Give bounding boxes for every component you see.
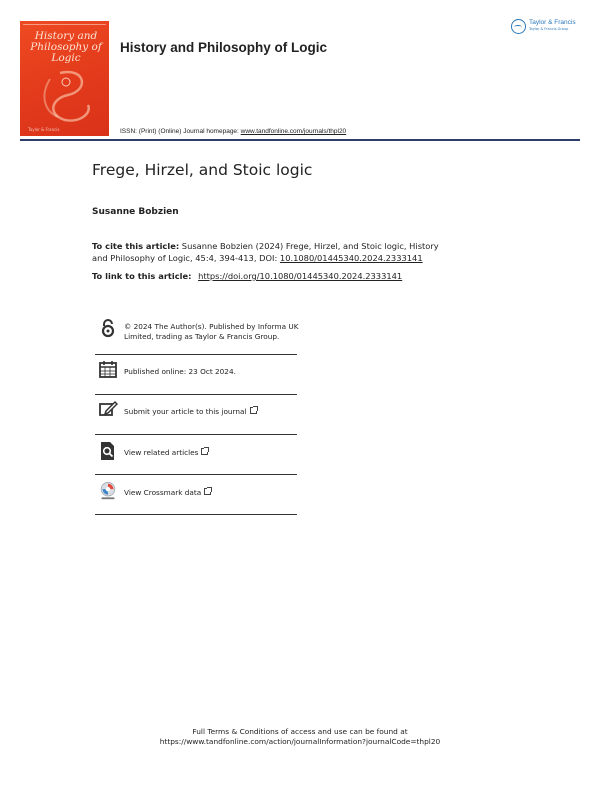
header-divider [20,139,580,141]
list-item-related[interactable] [95,435,297,475]
external-link-icon [250,407,257,414]
list-item-crossmark[interactable] [95,475,297,515]
list-item-open-access [95,315,297,355]
cite-label: To cite this article: [92,241,180,251]
citation-block [92,240,452,264]
footer [0,727,600,747]
cover-title-line: History and [34,30,98,42]
taylor-francis-logo[interactable] [511,18,581,38]
article-info-list [95,315,297,515]
article-doi-link[interactable]: https://doi.org/10.1080/01445340.2024.2333141 [198,271,403,281]
edit-icon [98,399,118,419]
taylor-francis-logo-icon [511,19,526,34]
article-title: Frege, Hirzel, and Stoic logic [92,161,313,179]
crossmark-link[interactable] [124,488,300,498]
cover-title [28,31,104,64]
related-articles-label: View related articles [124,448,199,457]
footer-terms-url[interactable]: https://www.tandfonline.com/action/journalInformation?journalCode=thpl20 [159,737,441,746]
submit-article-label: Submit your article to this journal [124,407,247,416]
issn-line [120,128,346,135]
link-label: To link to this article: [92,271,192,281]
crossmark-icon [98,481,118,501]
list-item-published [95,355,297,395]
article-author[interactable]: Susanne Bobzien [92,207,179,217]
logo-name: Taylor & Francis [529,19,576,26]
footer-terms-text: Full Terms & Conditions of access and use can be found at [192,727,408,736]
cover-title-line: Philosophy of [30,41,102,53]
cite-text: Susanne Bobzien (2024) Frege, Hirzel, and Stoic logic, History and Philosophy of Logic, 45:4, 394-413, DOI: [92,241,439,263]
document-search-icon [98,441,118,461]
submit-article-link[interactable] [124,407,300,417]
cover-title-line: Logic [51,52,81,64]
article-link-line [92,271,402,281]
journal-title: History and Philosophy of Logic [120,40,328,55]
journal-homepage-link[interactable]: www.tandfonline.com/journals/thpl20 [240,128,347,135]
open-access-icon [98,318,118,338]
external-link-icon [204,488,211,495]
open-access-text: © 2024 The Author(s). Published by Informa UK Limited, trading as Taylor & Francis Group. [124,322,299,341]
published-date-text: Published online: 23 Oct 2024. [124,367,236,376]
crossmark-label: View Crossmark data [124,488,202,497]
external-link-icon [201,448,208,455]
issn-label: ISSN: (Print) (Online) Journal homepage: [120,128,239,135]
cover-publisher: Taylor & Francis [28,127,60,132]
list-item-submit[interactable] [95,395,297,435]
related-articles-link[interactable] [124,448,300,458]
cover-rule [23,24,106,26]
cite-doi-link[interactable]: 10.1080/01445340.2024.2333141 [279,253,423,263]
logo-subtitle: Taylor & Francis Group [529,27,569,31]
calendar-icon [98,359,118,379]
journal-cover[interactable] [20,21,109,136]
cover-swirl-graphic [30,65,100,125]
